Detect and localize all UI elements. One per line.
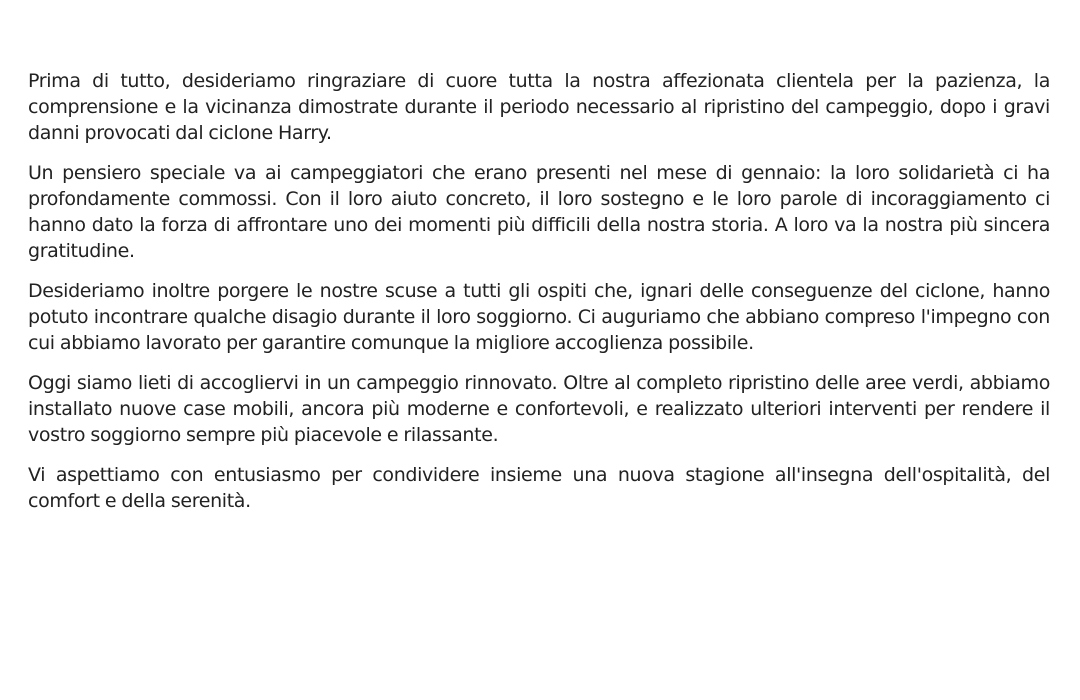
paragraph-renovation: Oggi siamo lieti di accogliervi in un campeggio rinnovato. Oltre al completo ripristino delle aree verdi, abbiamo installato nuove case mobili, ancora più moderne e confortevoli, e realizzato ulteriori interventi per rendere il vostro soggiorno sempre più piacevole e rilassante.	[28, 372, 1050, 446]
paragraph-invitation: Vi aspettiamo con entusiasmo per condividere insieme una nuova stagione all'insegna dell'ospitalità, del comfort e della serenità.	[28, 464, 1050, 512]
paragraph-thanks: Prima di tutto, desideriamo ringraziare di cuore tutta la nostra affezionata clientela per la pazienza, la comprensione e la vicinanza dimostrate durante il periodo necessario al ripristino del campeggio, dopo i gravi danni provocati dal ciclone Harry.	[28, 70, 1050, 144]
document-body	[28, 68, 1050, 528]
paragraph-campers-gratitude: Un pensiero speciale va ai campeggiatori che erano presenti nel mese di gennaio: la loro solidarietà ci ha profondamente commossi. Con il loro aiuto concreto, il loro sostegno e le loro parole di incoraggiamento ci hanno dato la forza di affrontare uno dei momenti più difficili della nostra storia. A loro va la nostra più sincera gratitudine.	[28, 162, 1050, 262]
paragraph-apologies: Desideriamo inoltre porgere le nostre scuse a tutti gli ospiti che, ignari delle conseguenze del ciclone, hanno potuto incontrare qualche disagio durante il loro soggiorno. Ci auguriamo che abbiano compreso l'impegno con cui abbiamo lavorato per garantire comunque la migliore accoglienza possibile.	[28, 280, 1050, 354]
